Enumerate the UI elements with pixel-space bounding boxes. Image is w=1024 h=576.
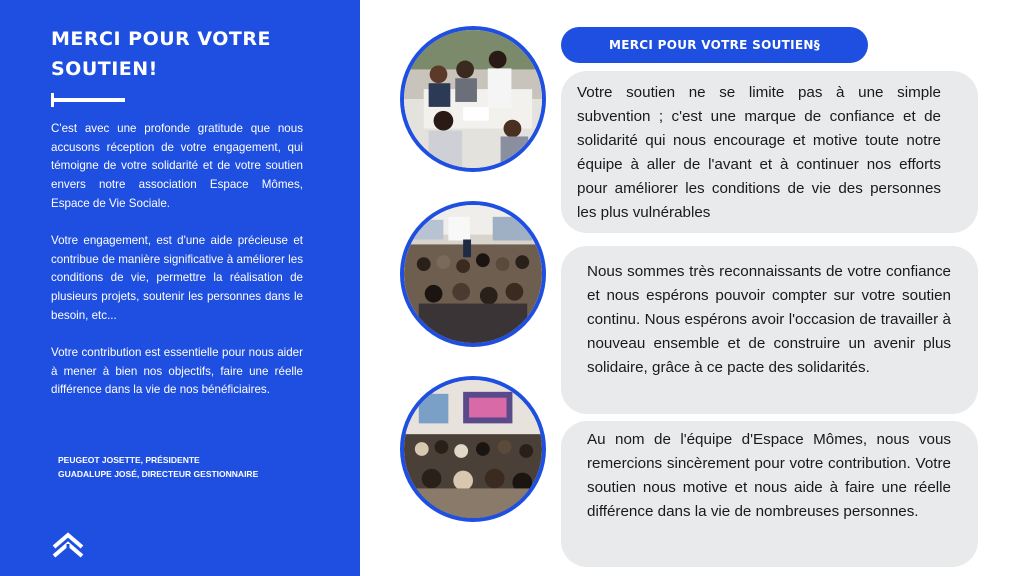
photo-presentation-audience xyxy=(400,376,546,522)
engagement-paragraph: Votre engagement, est d'une aide précieuse et contribue de manière significative à améliorer les conditions de vie, permettre la réalisation de plusieurs projets, soutenir les personnes dans le besoin, etc... xyxy=(51,234,303,322)
photo-community-meeting xyxy=(400,201,546,347)
signatures xyxy=(58,453,258,481)
signature-director: GUADALUPE JOSÉ, DIRECTEUR GESTIONNAIRE xyxy=(58,469,259,479)
card-text: Au nom de l'équipe d'Espace Mômes, nous vous remercions sincèrement pour votre contribution. Votre soutien nous motive et nous aide à faire une réelle différence dans la vie de nombreuses personnes. xyxy=(587,431,951,520)
message-card-thanks xyxy=(561,421,978,567)
signature-president: PEUGEOT JOSETTE, PRÉSIDENTE xyxy=(58,455,200,465)
photo-children-workshop xyxy=(400,26,546,172)
page-title: MERCI POUR VOTRE SOUTIEN! xyxy=(51,28,271,80)
contribution-paragraph: Votre contribution est essentielle pour nous aider à mener à bien nos objectifs, faire une réelle différence dans la vie de nos bénéficiaires. xyxy=(51,346,303,397)
message-card-gratitude xyxy=(561,246,978,414)
card-text: Votre soutien ne se limite pas à une simple subvention ; c'est une marque de confiance et de solidarité qui nous encourage et motive toute notre équipe à aller de l'avant et à continuer nos efforts pour améliorer les conditions de vie des personnes les plus vulnérables xyxy=(577,84,941,221)
message-card-support xyxy=(561,71,978,233)
section-title-pill: MERCI POUR VOTRE SOUTIEN§ xyxy=(561,27,868,63)
title-underline xyxy=(51,93,125,107)
stacked-chevron-logo-icon xyxy=(51,532,85,560)
left-panel xyxy=(0,0,360,576)
intro-paragraph: C'est avec une profonde gratitude que nous accusons réception de votre engagement, qui témoigne de votre solidarité et de votre soutien envers notre association Espace Mômes, Espace de Vie Sociale. xyxy=(51,122,303,210)
card-text: Nous sommes très reconnaissants de votre confiance et nous espérons pouvoir compter sur votre soutien continu. Nous espérons avoir l'occasion de travailler à nouveau ensemble et de construire un avenir plus solidaire, grâce à ce pacte des solidarités. xyxy=(587,263,951,376)
